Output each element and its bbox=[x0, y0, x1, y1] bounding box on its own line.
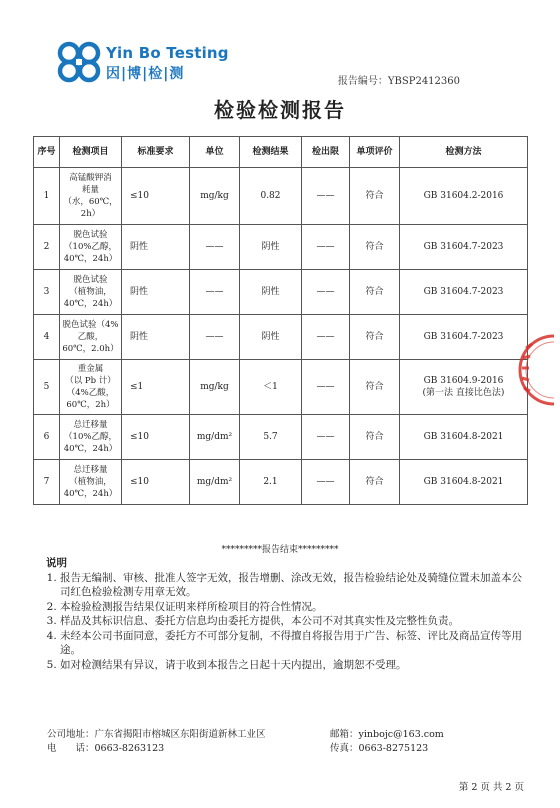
test-item-line: 60℃，2h） bbox=[66, 400, 115, 410]
test-method bbox=[400, 225, 528, 270]
footer-fax-label: 传真： bbox=[330, 743, 359, 754]
detection-limit: —— bbox=[302, 460, 350, 505]
test-item-line: 高锰酸钾消 bbox=[69, 173, 112, 183]
page-title: 检验检测报告 bbox=[214, 98, 346, 122]
unit: mg/kg bbox=[190, 360, 240, 415]
row-number: 2 bbox=[34, 225, 60, 270]
row-number: 5 bbox=[34, 360, 60, 415]
test-item-line: 重金属 bbox=[77, 364, 104, 374]
row-number: 1 bbox=[34, 168, 60, 225]
unit: —— bbox=[190, 270, 240, 315]
test-method bbox=[400, 315, 528, 360]
detection-limit: —— bbox=[302, 225, 350, 270]
company-name-en: Yin Bo Testing bbox=[106, 44, 229, 62]
test-item-line: （以 Pb 计） bbox=[65, 376, 116, 386]
footer-address-label: 公司地址： bbox=[47, 729, 95, 740]
test-item-line: 总迁移量 bbox=[73, 420, 108, 430]
red-seal-stamp-icon bbox=[510, 330, 554, 410]
column-header: 单位 bbox=[190, 137, 240, 168]
unit: mg/kg bbox=[190, 168, 240, 225]
standard-requirement: ≤10 bbox=[122, 415, 190, 460]
table-header-row bbox=[34, 137, 528, 168]
table-row bbox=[34, 225, 528, 270]
evaluation: 符合 bbox=[350, 168, 400, 225]
page-indicator: 第 2 页 共 2 页 bbox=[458, 782, 524, 793]
note-item: 4. 未经本公司书面同意，委托方不可部分复制，不得擅自将报告用于广告、标签、评比及商品宣传等用途。 bbox=[60, 629, 526, 658]
standard-requirement: ≤1 bbox=[122, 360, 190, 415]
detection-limit: —— bbox=[302, 270, 350, 315]
test-item-line: 40℃，24h） bbox=[63, 444, 118, 454]
test-item-line: （植物油， bbox=[69, 477, 112, 487]
table-row bbox=[34, 168, 528, 225]
note-item: 3. 样品及其标识信息、委托方信息均由委托方提供，本公司不对其真实性及完整性负责。 bbox=[60, 614, 526, 629]
row-number: 7 bbox=[34, 460, 60, 505]
results-table bbox=[33, 136, 528, 505]
test-item-line: （10%乙醇， bbox=[64, 242, 117, 252]
note-item: 2. 本检验检测报告结果仅证明来样所检项目的符合性情况。 bbox=[60, 600, 526, 615]
detection-limit: —— bbox=[302, 360, 350, 415]
detection-limit: —— bbox=[302, 168, 350, 225]
footer-contact-right bbox=[330, 728, 444, 756]
detection-limit: —— bbox=[302, 415, 350, 460]
test-method-line: GB 31604.8-2021 bbox=[423, 477, 504, 487]
test-item bbox=[60, 168, 122, 225]
test-method bbox=[400, 460, 528, 505]
column-header: 标准要求 bbox=[122, 137, 190, 168]
test-item-line: 40℃，24h） bbox=[63, 299, 118, 309]
evaluation: 符合 bbox=[350, 360, 400, 415]
test-method bbox=[400, 168, 528, 225]
column-header: 检测项目 bbox=[60, 137, 122, 168]
table-row bbox=[34, 270, 528, 315]
test-item-line: 脱色试验（4% bbox=[62, 320, 119, 330]
test-result: 阴性 bbox=[240, 270, 302, 315]
evaluation: 符合 bbox=[350, 460, 400, 505]
report-number-label: 报告编号： bbox=[337, 76, 388, 87]
footer-fax bbox=[330, 742, 444, 756]
test-item-line: 总迁移量 bbox=[73, 465, 108, 475]
test-item-line: 脱色试验 bbox=[73, 275, 108, 285]
test-result: 阴性 bbox=[240, 225, 302, 270]
table-row bbox=[34, 360, 528, 415]
standard-requirement: ≤10 bbox=[122, 460, 190, 505]
unit: —— bbox=[190, 225, 240, 270]
standard-requirement: 阴性 bbox=[122, 225, 190, 270]
evaluation: 符合 bbox=[350, 315, 400, 360]
test-item bbox=[60, 270, 122, 315]
test-item-line: 40℃，24h） bbox=[63, 489, 118, 499]
evaluation: 符合 bbox=[350, 270, 400, 315]
test-method-line: GB 31604.9-2016 bbox=[423, 376, 504, 386]
footer-fax-value: 0663-8275123 bbox=[358, 743, 429, 754]
test-result: 阴性 bbox=[240, 315, 302, 360]
column-header: 检出限 bbox=[302, 137, 350, 168]
test-item-line: （植物油， bbox=[69, 287, 112, 297]
standard-requirement: 阴性 bbox=[122, 315, 190, 360]
note-item: 5. 如对检测结果有异议，请于收到本报告之日起十天内提出，逾期恕不受理。 bbox=[60, 658, 526, 673]
footer-email bbox=[330, 728, 444, 742]
test-item bbox=[60, 360, 122, 415]
footer-contact-left bbox=[47, 728, 266, 756]
test-method-line: GB 31604.7-2023 bbox=[423, 287, 504, 297]
column-header: 检测结果 bbox=[240, 137, 302, 168]
test-item-line: 60℃，2.0h） bbox=[62, 344, 119, 354]
footer-email-value: yinbojc@163.com bbox=[358, 729, 444, 740]
report-number-value: YBSP2412360 bbox=[387, 76, 460, 87]
footer-address-value: 广东省揭阳市榕城区东阳街道新林工业区 bbox=[94, 729, 266, 740]
test-item-line: 耗量 bbox=[81, 185, 99, 195]
test-method-line: GB 31604.7-2023 bbox=[423, 242, 504, 252]
test-result: 2.1 bbox=[240, 460, 302, 505]
footer-address bbox=[47, 728, 266, 742]
table-row bbox=[34, 415, 528, 460]
test-item bbox=[60, 460, 122, 505]
column-header: 序号 bbox=[34, 137, 60, 168]
test-result: 5.7 bbox=[240, 415, 302, 460]
standard-requirement: ≤10 bbox=[122, 168, 190, 225]
test-item-line: （4%乙酸， bbox=[66, 388, 115, 398]
test-method-line: GB 31604.8-2021 bbox=[423, 432, 504, 442]
test-method-line: GB 31604.7-2023 bbox=[423, 332, 504, 342]
evaluation: 符合 bbox=[350, 225, 400, 270]
footer-email-label: 邮箱： bbox=[330, 729, 359, 740]
company-logo bbox=[56, 40, 229, 84]
column-header: 检测方法 bbox=[400, 137, 528, 168]
unit: —— bbox=[190, 315, 240, 360]
notes-title: 说明 bbox=[46, 557, 67, 569]
table-row bbox=[34, 315, 528, 360]
notes-list bbox=[46, 571, 526, 673]
row-number: 6 bbox=[34, 415, 60, 460]
standard-requirement: 阴性 bbox=[122, 270, 190, 315]
column-header: 单项评价 bbox=[350, 137, 400, 168]
test-method-line: (第一法 直接比色法) bbox=[422, 388, 505, 398]
table-row bbox=[34, 460, 528, 505]
test-item bbox=[60, 415, 122, 460]
footer-phone bbox=[47, 742, 266, 756]
unit: mg/dm² bbox=[190, 460, 240, 505]
test-result: ＜1 bbox=[240, 360, 302, 415]
logo-mark-icon bbox=[56, 40, 102, 84]
footer-phone-label: 电 话： bbox=[47, 743, 95, 754]
test-method bbox=[400, 360, 528, 415]
test-item-line: 2h） bbox=[80, 209, 101, 219]
test-result: 0.82 bbox=[240, 168, 302, 225]
company-name-cn: 因|博|检|测 bbox=[106, 66, 185, 82]
report-number bbox=[338, 72, 460, 87]
detection-limit: —— bbox=[302, 315, 350, 360]
row-number: 4 bbox=[34, 315, 60, 360]
row-number: 3 bbox=[34, 270, 60, 315]
evaluation: 符合 bbox=[350, 415, 400, 460]
test-item-line: 脱色试验 bbox=[73, 230, 108, 240]
test-item bbox=[60, 315, 122, 360]
test-item bbox=[60, 225, 122, 270]
test-method-line: GB 31604.2-2016 bbox=[423, 191, 504, 201]
test-item-line: 乙酸， bbox=[77, 332, 104, 342]
report-end-line: *********报告结束********* bbox=[221, 545, 339, 555]
unit: mg/dm² bbox=[190, 415, 240, 460]
test-item-line: 40℃，24h） bbox=[63, 254, 118, 264]
footer-phone-value: 0663-8263123 bbox=[94, 743, 165, 754]
note-item: 1. 报告无编制、审核、批准人签字无效，报告增删、涂改无效，报告检验结论处及骑缝位置未加盖本公司红色检验检测专用章无效。 bbox=[60, 571, 526, 600]
test-item-line: （水，60℃， bbox=[63, 197, 118, 207]
notes-section bbox=[46, 556, 526, 672]
test-method bbox=[400, 270, 528, 315]
test-method bbox=[400, 415, 528, 460]
test-item-line: （10%乙醇， bbox=[64, 432, 117, 442]
